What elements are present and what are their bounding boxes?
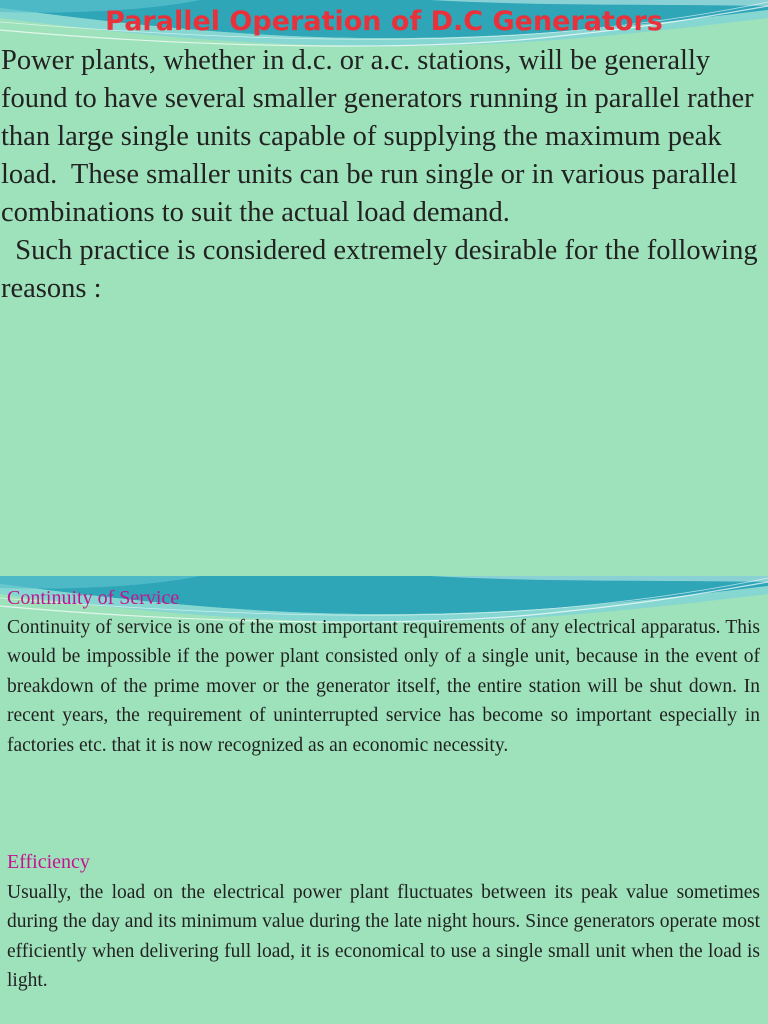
section-body-continuity: Continuity of service is one of the most important requirements of any electrical apparatus. This would be impossible if the power plant consisted only of a single unit, because in the event of breakdown of the prime mover or the generator itself, the entire station will be shut down. In recent years, the requirement of uninterrupted service has become so important especially in factories etc. that it is now recognized as an economic necessity.	[7, 617, 760, 756]
section-heading-efficiency: Efficiency	[7, 851, 90, 873]
section-heading-continuity: Continuity of Service	[7, 587, 180, 609]
intro-paragraph: Power plants, whether in d.c. or a.c. stations, will be generally found to have several smaller generators running in parallel rather than large single units capable of supplying the maximum peak load. These smaller units can be run single or in various parallel combinations to suit the actual load demand. Such practice is considered extremely desirable for the following reasons :	[1, 45, 758, 304]
slide-2	[0, 576, 768, 1024]
section-body-efficiency: Usually, the load on the electrical power plant fluctuates between its peak value sometimes during the day and its minimum value during the late night hours. Since generators operate most efficiently when delivering full load, it is economical to use a single small unit when the load is light.	[7, 882, 760, 992]
page-title: Parallel Operation of D.C Generators	[105, 6, 663, 37]
